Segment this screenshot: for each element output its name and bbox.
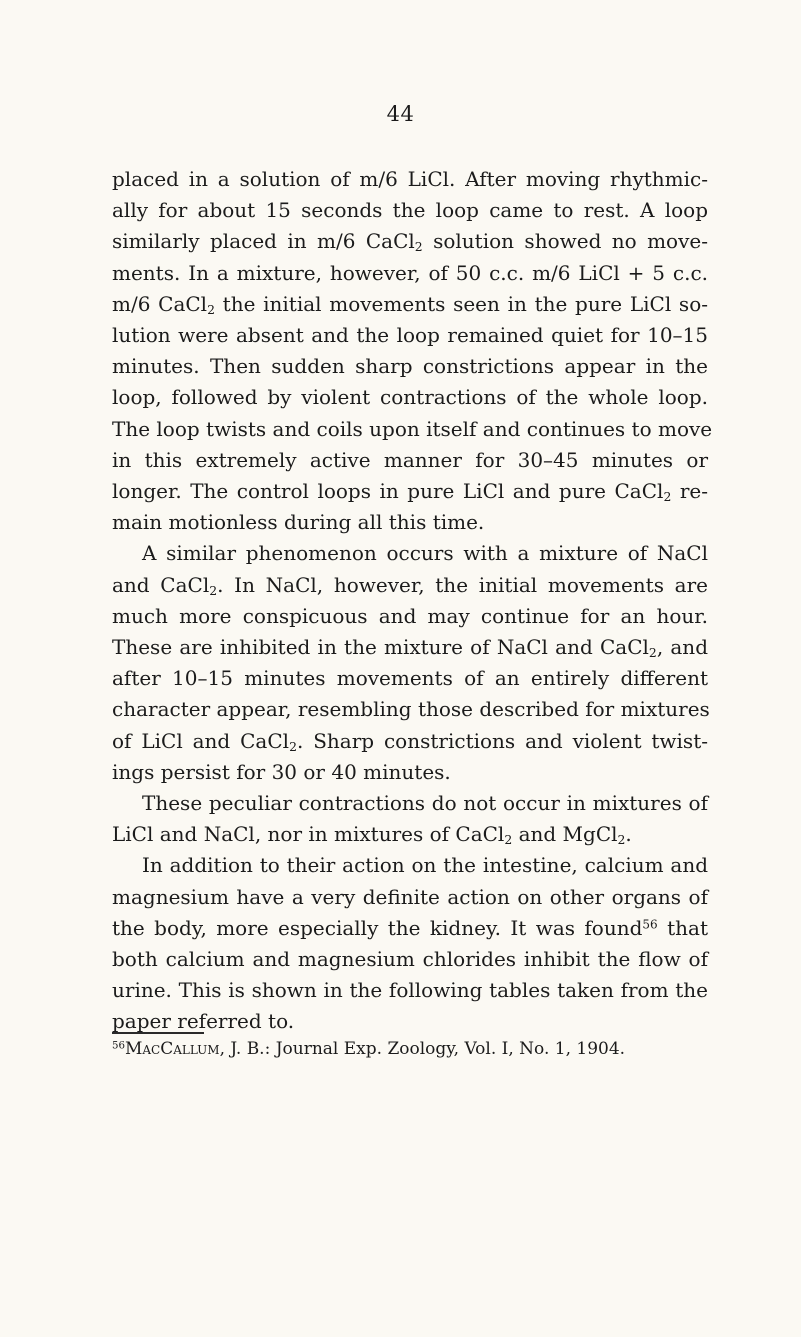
footnote-text: , J. B.: Journal Exp. Zoology, Vol. I, No. 1, 1904. (219, 1039, 626, 1059)
text-line: loop, followed by violent contractions of the whole loop. (112, 385, 708, 410)
page-number: 44 (386, 102, 415, 126)
text-line: both calcium and magnesium chlorides inhibit the flow of (112, 947, 708, 972)
text-line: urine. This is shown in the following tables taken from the (112, 978, 708, 1003)
footnote-author: MacCallum (124, 1039, 220, 1059)
text-line: minutes. Then sudden sharp constrictions appear in the (112, 354, 708, 379)
text-line: ments. In a mixture, however, of 50 c.c. m/6 LiCl + 5 c.c. (112, 260, 708, 285)
text-line: character appear, resembling those described for mixtures (112, 697, 710, 722)
text-line: In addition to their action on the intestine, calcium and (142, 853, 708, 878)
footnote-marker: 56 (112, 1040, 125, 1052)
text-line: after 10–15 minutes movements of an entirely different (112, 666, 708, 691)
footnote-divider (112, 1032, 204, 1034)
text-line: the body, more especially the kidney. It was found$^{56}$ that (112, 915, 708, 940)
text-line: lution were absent and the loop remained quiet for 10–15 (112, 323, 708, 348)
text-line: similarly placed in m/6 CaCl$_2$ solution showed no move- (112, 229, 708, 255)
footnote (112, 1036, 708, 1062)
text-line: LiCl and NaCl, nor in mixtures of CaCl$_2$ and MgCl$_2$. (112, 822, 632, 848)
text-line: ally for about 15 seconds the loop came to rest. A loop (112, 198, 708, 223)
text-line: longer. The control loops in pure LiCl and pure CaCl$_2$ re- (112, 479, 708, 505)
text-line: A similar phenomenon occurs with a mixture of NaCl (142, 541, 708, 566)
text-line: magnesium have a very definite action on other organs of (112, 884, 708, 909)
text-line: placed in a solution of m/6 LiCl. After moving rhythmic- (112, 167, 708, 191)
text-line: The loop twists and coils upon itself and continues to move (112, 416, 713, 441)
text-line: and CaCl$_2$. In NaCl, however, the initial movements are (112, 572, 708, 598)
text-line: ings persist for 30 or 40 minutes. (112, 759, 451, 784)
text-line: paper referred to. (112, 1009, 295, 1034)
text-line: of LiCl and CaCl$_2$. Sharp constrictions and violent twist- (112, 728, 708, 754)
text-line: These are inhibited in the mixture of NaCl and CaCl$_2$, and (112, 635, 708, 661)
text-line: main motionless during all this time. (112, 510, 485, 535)
text-line: m/6 CaCl$_2$ the initial movements seen in the pure LiCl so- (112, 291, 708, 317)
text-line: much more conspicuous and may continue for an hour. (112, 603, 708, 628)
text-line: These peculiar contractions do not occur in mixtures of (142, 791, 708, 816)
footnote-reference[interactable]: 56 (642, 917, 658, 932)
body-text (112, 164, 713, 1038)
text-line: in this extremely active manner for 30–45 minutes or (112, 447, 708, 472)
